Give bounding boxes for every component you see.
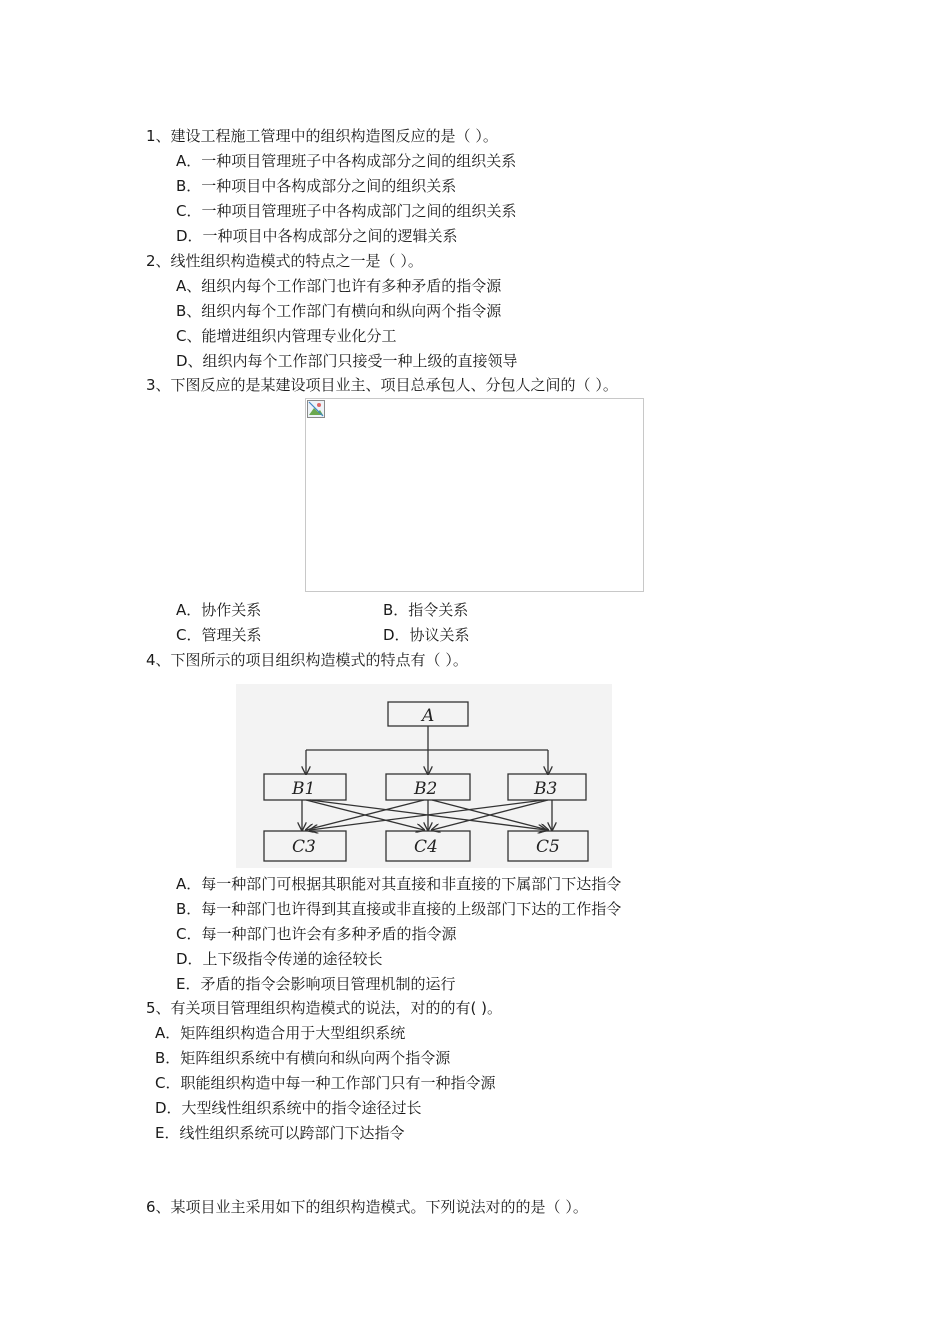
question-5-option-b: B．矩阵组织系统中有横向和纵向两个指令源 [155,1049,451,1067]
question-3-option-a: A．协作关系 [176,601,262,619]
question-5-option-e: E．线性组织系统可以跨部门下达指令 [155,1124,405,1142]
label-c5: C5 [536,837,560,857]
question-1-stem: 1、建设工程施工管理中的组织构造图反应的是（ ）。 [146,127,498,145]
question-3-image-placeholder [305,398,644,592]
question-4-option-c: C．每一种部门也许会有多种矛盾的指令源 [176,925,457,943]
question-3-option-c: C．管理关系 [176,626,262,644]
question-2-stem: 2、线性组织构造模式的特点之一是（ ）。 [146,252,423,270]
question-4-option-d: D．上下级指令传递的途径较长 [176,950,383,968]
question-4-option-e: E．矛盾的指令会影响项目管理机制的运行 [176,975,456,993]
org-structure-svg [236,684,612,868]
question-1-option-a: A．一种项目管理班子中各构成部分之间的组织关系 [176,152,517,170]
question-4-option-b: B．每一种部门也许得到其直接或非直接的上级部门下达的工作指令 [176,900,622,918]
question-2-option-c: C、能增进组织内管理专业化分工 [176,327,397,345]
broken-image-icon [307,400,325,418]
question-6-stem: 6、某项目业主采用如下的组织构造模式。下列说法对的的是（ ）。 [146,1198,588,1216]
question-5-option-c: C．职能组织构造中每一种工作部门只有一种指令源 [155,1074,496,1092]
label-c3: C3 [292,837,316,857]
question-2-option-d: D、组织内每个工作部门只接受一种上级的直接领导 [176,352,518,370]
question-2-option-b: B、组织内每个工作部门有横向和纵向两个指令源 [176,302,502,320]
question-5-option-a: A．矩阵组织构造合用于大型组织系统 [155,1024,406,1042]
question-1-option-c: C．一种项目管理班子中各构成部门之间的组织关系 [176,202,517,220]
question-3-option-d: D．协议关系 [383,626,470,644]
question-4-org-diagram [236,684,612,868]
label-c4: C4 [414,837,438,857]
label-a: A [422,706,435,726]
question-3-option-b: B．指令关系 [383,601,469,619]
label-b1: B1 [292,779,316,799]
question-5-stem: 5、有关项目管理组织构造模式的说法，对的的有( )。 [146,999,503,1017]
question-2-option-a: A、组织内每个工作部门也许有多种矛盾的指令源 [176,277,502,295]
question-1-option-b: B．一种项目中各构成部分之间的组织关系 [176,177,457,195]
question-4-stem: 4、下图所示的项目组织构造模式的特点有（ ）。 [146,651,468,669]
question-1-option-d: D．一种项目中各构成部分之间的逻辑关系 [176,227,458,245]
label-b2: B2 [414,779,438,799]
question-4-option-a: A．每一种部门可根据其职能对其直接和非直接的下属部门下达指令 [176,875,622,893]
question-5-option-d: D．大型线性组织系统中的指令途径过长 [155,1099,422,1117]
question-3-stem: 3、下图反应的是某建设项目业主、项目总承包人、分包人之间的（ ）。 [146,376,618,394]
label-b3: B3 [534,779,558,799]
